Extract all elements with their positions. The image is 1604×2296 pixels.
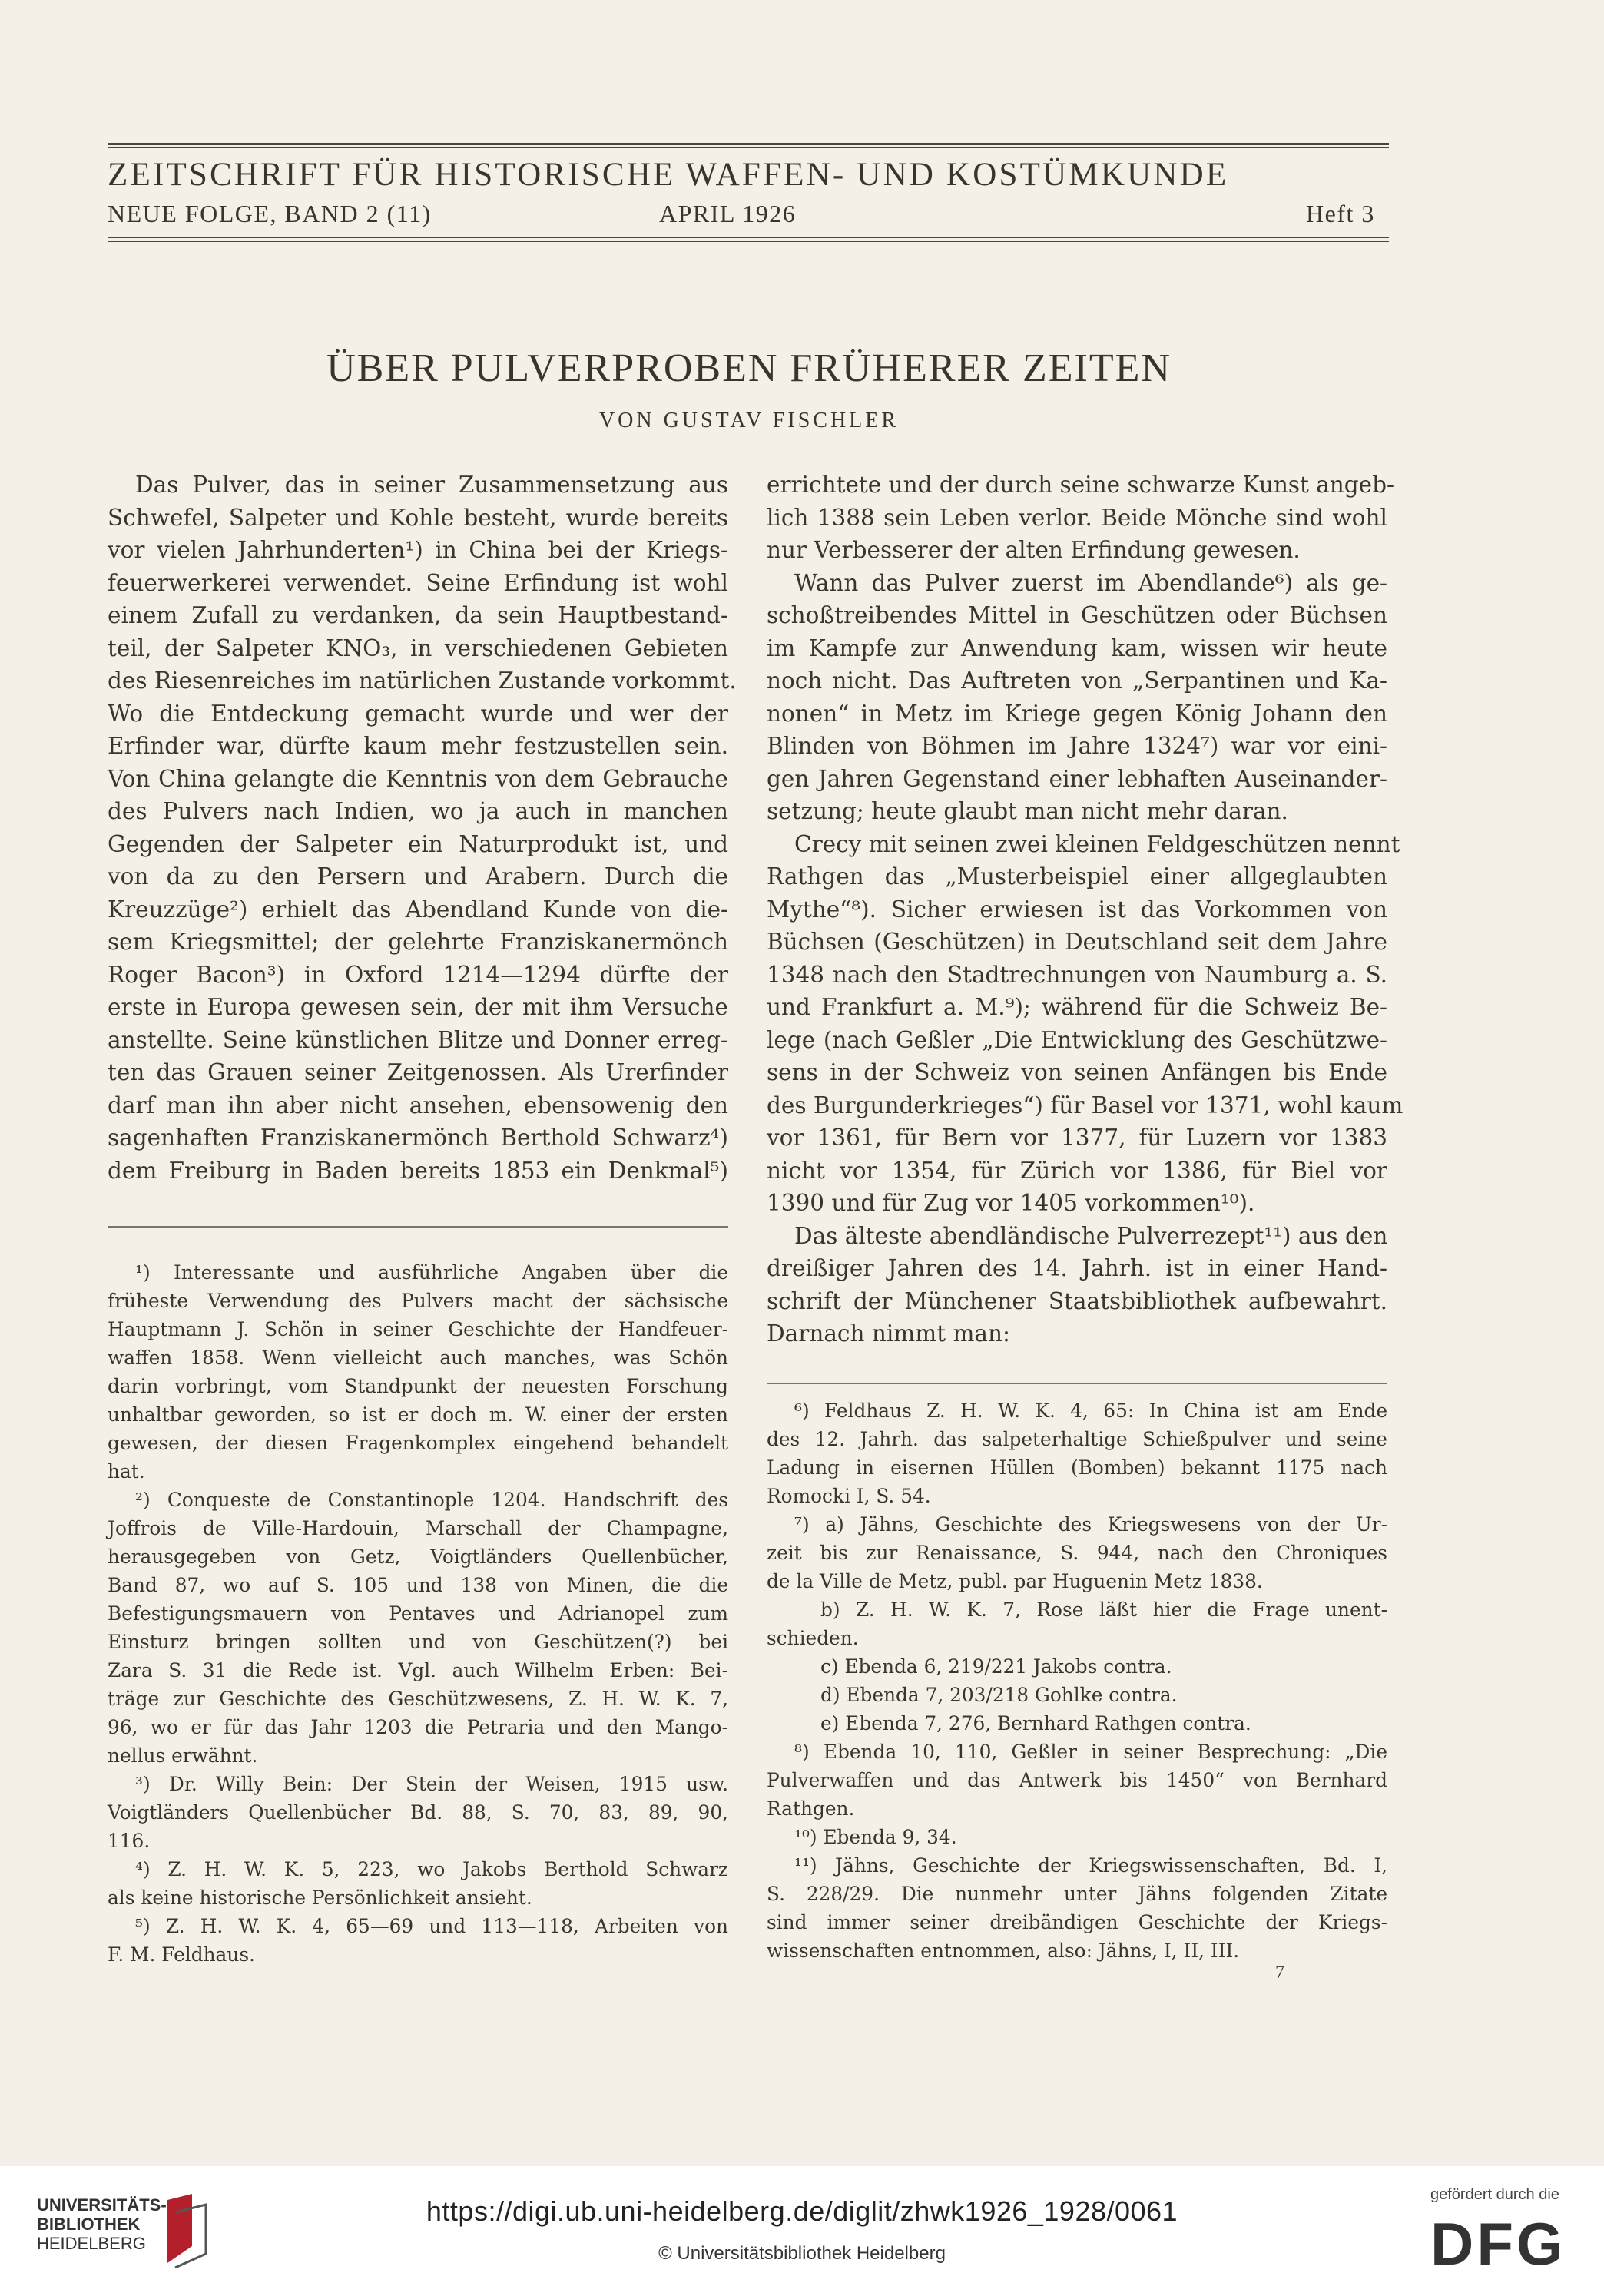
series-label: NEUE FOLGE, BAND 2 (11) [108,200,432,227]
body-line: nur Verbesserer der alten Erfindung gewesen. [767,537,1301,563]
body-line: erste in Europa gewesen sein, der mit ihm Versuche [108,994,728,1020]
body-line: des Pulvers nach Indien, wo ja auch in manchen [108,798,728,824]
body-line: sens in der Schweiz von seinen Anfängen bis Ende [767,1059,1387,1085]
body-line: Roger Bacon³) in Oxford 1214—1294 dürfte der [108,961,728,988]
footnote-line: waffen 1858. Wenn vielleicht auch manches, was Schön [108,1347,728,1369]
body-line: Schwefel, Salpeter und Kohle besteht, wurde bereits [108,504,728,531]
footnote-line: ¹⁰) Ebenda 9, 34. [794,1826,957,1848]
permalink-url[interactable]: https://digi.ub.uni-heidelberg.de/diglit/zhwk1926_1928/0061 [426,2195,1178,2227]
right-footnote-separator [767,1383,1387,1384]
footnote-line: 96, wo er für das Jahr 1203 die Petraria und den Mango- [108,1716,728,1738]
body-line: Blinden von Böhmen im Jahre 1324⁷) war vor eini- [767,733,1387,759]
library-line-3: HEIDELBERG [37,2234,146,2253]
body-line: Das Pulver, das in seiner Zusammensetzung aus [135,472,728,498]
header-top-rule-thin [108,147,1389,148]
footnote-line: Voigtländers Quellenbücher Bd. 88, S. 70, 83, 89, 90, [108,1801,728,1824]
footnote-line: ²) Conqueste de Constantinople 1204. Handschrift des [135,1489,728,1511]
funding-label: gefördert durch die [1430,2186,1559,2203]
footnote-line: ¹¹) Jähns, Geschichte der Kriegswissenschaften, Bd. I, [794,1854,1387,1877]
header-bottom-rule-thin [108,241,1389,242]
article-author: VON GUSTAV FISCHLER [598,409,900,432]
footnote-line: ³) Dr. Willy Bein: Der Stein der Weisen, 1915 usw. [135,1773,728,1795]
body-line: errichtete und der durch seine schwarze Kunst angeb- [767,472,1394,498]
footnote-line: ⁸) Ebenda 10, 110, Geßler in seiner Besprechung: „Die [794,1741,1387,1763]
left-body-column [108,469,737,1187]
footnote-line: Hauptmann J. Schön in seiner Geschichte der Handfeuer- [108,1318,728,1340]
body-line: schoßtreibendes Mittel in Geschützen oder Büchsen [767,602,1387,628]
body-line: teil, der Salpeter KNO₃, in verschiedenen Gebieten [108,634,728,661]
body-line: des Riesenreiches im natürlichen Zustande vorkommt. [108,668,737,694]
issue-date: APRIL 1926 [659,200,797,227]
left-footnotes [108,1258,728,1969]
body-line: 1390 und für Zug vor 1405 vorkommen¹⁰). [767,1190,1255,1216]
body-line: dreißiger Jahren des 14. Jahrh. ist in einer Hand- [767,1255,1387,1281]
footnote-line: Zara S. 31 die Rede ist. Vgl. auch Wilhelm Erben: Bei- [108,1659,728,1681]
footnote-line: Einsturz bringen sollten und von Geschützen(?) bei [108,1631,728,1653]
body-line: einem Zufall zu verdanken, da sein Hauptbestand- [108,602,728,628]
header-top-rule [108,143,1389,145]
footnote-line: wissenschaften entnommen, also: Jähns, I, II, III. [767,1940,1240,1962]
body-line: Gegenden der Salpeter ein Naturprodukt ist, und [108,830,728,857]
body-line: Von China gelangte die Kenntnis von dem Gebrauche [108,765,728,792]
body-line: 1348 nach den Stadtrechnungen von Naumburg a. S. [767,961,1387,988]
footnote-line: d) Ebenda 7, 203/218 Gohlke contra. [820,1684,1178,1706]
right-footnotes [767,1396,1387,1965]
footnote-line: Band 87, wo auf S. 105 und 138 von Minen, die die [108,1574,728,1596]
body-line: Mythe“⁸). Sicher erwiesen ist das Vorkommen von [767,896,1387,923]
footnote-line: Romocki I, S. 54. [767,1485,931,1507]
body-line: schrift der Münchener Staatsbibliothek aufbewahrt. [767,1287,1387,1314]
body-line: vor vielen Jahrhunderten¹) in China bei der Kriegs- [108,537,728,563]
body-line: darf man ihn aber nicht ansehen, ebensowenig den [108,1092,728,1118]
footnote-line: ⁴) Z. H. W. K. 5, 223, wo Jakobs Berthold Schwarz [135,1858,728,1880]
body-line: setzung; heute glaubt man nicht mehr daran. [767,798,1288,824]
footnote-line: S. 228/29. Die nunmehr unter Jähns folgenden Zitate [767,1883,1387,1905]
body-line: Erfinder war, dürfte kaum mehr festzustellen sein. [108,733,728,759]
footnote-line: Joffrois de Ville-Hardouin, Marschall der Champagne, [108,1517,728,1539]
body-line: von da zu den Persern und Arabern. Durch die [108,863,728,890]
footnote-line: des 12. Jahrh. das salpeterhaltige Schießpulver und seine [767,1428,1387,1450]
footnote-line: schieden. [767,1627,859,1649]
body-line: sagenhaften Franziskanermönch Berthold Schwarz⁴) [108,1125,728,1151]
footnote-line: herausgegeben von Getz, Voigtländers Quellenbücher, [108,1546,728,1568]
footnote-line: de la Ville de Metz, publ. par Huguenin Metz 1838. [767,1570,1263,1592]
footnote-line: unhaltbar geworden, so ist er doch m. W. einer der ersten [108,1403,728,1426]
library-line-1: UNIVERSITÄTS- [37,2195,167,2215]
footnote-line: nellus erwähnt. [108,1744,258,1767]
footnote-line: träge zur Geschichte des Geschützwesens, Z. H. W. K. 7, [108,1688,728,1710]
body-line: Crecy mit seinen zwei kleinen Feldgeschützen nennt [794,830,1400,857]
body-line: Das älteste abendländische Pulverrezept¹¹) aus den [794,1222,1388,1249]
body-line: Darnach nimmt man: [767,1320,1010,1347]
header-bottom-rule [108,237,1389,238]
footnote-line: ¹) Interessante und ausführliche Angaben über die [135,1261,728,1284]
footnote-line: früheste Verwendung des Pulvers macht der sächsische [108,1290,728,1312]
footnote-line: 116. [108,1830,151,1852]
footnote-line: hat. [108,1460,145,1483]
article-title: ÜBER PULVERPROBEN FRÜHERER ZEITEN [326,346,1172,390]
body-line: lich 1388 sein Leben verlor. Beide Mönche sind wohl [767,504,1387,531]
body-line: vor 1361, für Bern vor 1377, für Luzern vor 1383 [767,1125,1387,1151]
body-line: feuerwerkerei verwendet. Seine Erfindung ist wohl [108,569,728,596]
footnote-line: b) Z. H. W. K. 7, Rose läßt hier die Frage unent- [820,1599,1387,1621]
body-line: Wo die Entdeckung gemacht wurde und wer der [108,700,728,727]
footnote-line: F. M. Feldhaus. [108,1943,255,1966]
footnote-line: Befestigungsmauern von Pentaves und Adrianopel zum [108,1602,728,1625]
copyright-notice: © Universitätsbibliothek Heidelberg [658,2243,946,2264]
footnote-line: Rathgen. [767,1797,855,1820]
right-body-column [767,469,1404,1350]
body-line: dem Freiburg in Baden bereits 1853 ein Denkmal⁵) [108,1157,728,1184]
journal-title: ZEITSCHRIFT FÜR HISTORISCHE WAFFEN- UND KOSTÜMKUNDE [108,157,1229,193]
body-line: und Frankfurt a. M.⁹); während für die Schweiz Be- [767,994,1387,1020]
body-line: noch nicht. Das Auftreten von „Serpantinen und Ka- [767,668,1387,694]
issue-number: Heft 3 [1306,200,1375,227]
footnote-line: darin vorbringt, vom Standpunkt der neuesten Forschung [108,1375,728,1397]
footnote-line: Ladung in eisernen Hüllen (Bomben) bekannt 1175 nach [767,1456,1387,1479]
footnote-line: zeit bis zur Renaissance, S. 944, nach den Chroniques [767,1542,1387,1564]
body-line: nicht vor 1354, für Zürich vor 1386, für Biel vor [767,1157,1387,1184]
footnote-line: e) Ebenda 7, 276, Bernhard Rathgen contra. [820,1712,1251,1734]
footnote-line: ⁷) a) Jähns, Geschichte des Kriegswesens von der Ur- [794,1513,1387,1536]
body-line: anstellte. Seine künstlichen Blitze und Donner erreg- [108,1026,728,1053]
left-footnote-separator [108,1226,728,1228]
body-line: Kreuzzüge²) erhielt das Abendland Kunde von die- [108,896,728,923]
footnote-line: ⁶) Feldhaus Z. H. W. K. 4, 65: In China ist am Ende [794,1400,1387,1422]
body-line: gen Jahren Gegenstand einer lebhaften Auseinander- [767,765,1387,792]
library-line-2: BIBLIOTHEK [37,2215,141,2234]
footnote-line: ⁵) Z. H. W. K. 4, 65—69 und 113—118, Arbeiten von [135,1915,728,1937]
page-number: 7 [1275,1963,1284,1983]
body-line: Rathgen das „Musterbeispiel einer allgeglaubten [767,863,1387,890]
body-line: lege (nach Geßler „Die Entwicklung des Geschützwe- [767,1026,1387,1053]
footnote-line: Pulverwaffen und das Antwerk bis 1450“ von Bernhard [767,1769,1387,1791]
footer-bar [0,2166,1604,2296]
footnote-line: c) Ebenda 6, 219/221 Jakobs contra. [820,1655,1172,1678]
body-line: nonen“ in Metz im Kriege gegen König Johann den [767,700,1387,727]
body-line: ten das Grauen seiner Zeitgenossen. Als Urerfinder [108,1059,728,1085]
footnote-line: gewesen, der diesen Fragenkomplex eingehend behandelt [108,1432,728,1454]
footnote-line: sind immer seiner dreibändigen Geschichte der Kriegs- [767,1911,1387,1933]
dfg-logo: DFG [1430,2210,1566,2278]
footnote-line: als keine historische Persönlichkeit ansieht. [108,1887,532,1909]
body-line: Wann das Pulver zuerst im Abendlande⁶) als ge- [794,569,1387,596]
body-line: sem Kriegsmittel; der gelehrte Franziskanermönch [108,929,728,955]
body-line: im Kampfe zur Anwendung kam, wissen wir heute [767,634,1387,661]
body-line: des Burgunderkrieges“) für Basel vor 1371, wohl kaum [767,1092,1404,1118]
body-line: Büchsen (Geschützen) in Deutschland seit dem Jahre [767,929,1387,955]
